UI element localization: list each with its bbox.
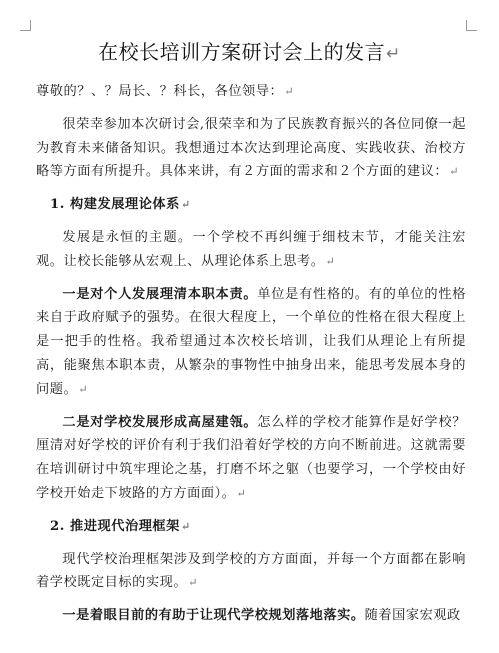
paragraph-text: 随着国家宏观政	[364, 608, 461, 624]
paragraph-mark-icon: ↵	[284, 85, 295, 98]
document-body[interactable]	[36, 80, 466, 637]
page-corner-mark-top-left	[20, 20, 31, 31]
section-heading-1[interactable]	[36, 193, 466, 217]
paragraph-text: 发展是永恒的主题。一个学校不再纠缠于细枝末节，才能关注宏观。让校长能够从宏观上、从理论体系上思考。	[36, 229, 466, 269]
paragraph-mark-icon: ↵	[236, 486, 247, 500]
paragraph-mark-icon: ↵	[188, 576, 199, 590]
paragraph-mark-icon: ↵	[449, 165, 460, 179]
salutation-text: 尊敬的？、？局长、？科长，各位领导：	[36, 84, 284, 99]
paragraph-mark-icon: ↵	[180, 197, 191, 212]
paragraph-lead-bold: 一是着眼目前的有助于让现代学校规划落地落实。	[62, 608, 365, 624]
paragraph-mark-icon: ↵	[78, 382, 89, 396]
intro-paragraph[interactable]	[36, 113, 466, 184]
paragraph-mark-icon: ↵	[180, 518, 191, 533]
body-paragraph[interactable]	[36, 283, 466, 402]
section-heading-text: 1. 构建发展理论体系	[50, 197, 180, 213]
section-heading-text: 2. 推进现代治理框架	[50, 518, 180, 534]
document-title[interactable]	[0, 36, 499, 65]
paragraph-lead-bold: 一是对个人发展理清本职本责。	[62, 286, 258, 302]
paragraph-mark-icon: ↵	[325, 254, 336, 268]
salutation-paragraph[interactable]	[36, 80, 466, 104]
body-paragraph[interactable]	[36, 226, 466, 274]
page-corner-mark-top-right	[466, 20, 477, 31]
paragraph-lead-bold: 二是对学校发展形成高屋建瓴。	[62, 414, 258, 430]
body-paragraph[interactable]	[36, 548, 466, 596]
body-paragraph[interactable]	[36, 411, 466, 506]
paragraph-text: 单位是有性格的。有的单位的性格来自于政府赋予的强势。在很大程度上，一个单位的性格在很大程度上是一把手的性格。我希望通过本次校长培训，让我们从理论上有所提高，能聚焦本职本责，从繁杂的事物性中抽身出来，能思考发展本身的问题。	[36, 286, 466, 397]
paragraph-text: 怎么样的学校才能算作是好学校？厘清对好学校的评价有利于我们沿着好学校的方向不断前进。这就需要在培训研讨中筑牢理论之基，打磨不坏之躯（也要学习，一个学校由好学校开始走下坡路的方方面面）。	[36, 414, 466, 501]
section-heading-2[interactable]	[36, 515, 466, 539]
body-paragraph[interactable]	[36, 604, 466, 628]
title-text: 在校长培训方案研讨会上的发言	[98, 40, 386, 64]
paragraph-mark-icon: ↵	[386, 44, 401, 64]
intro-text: 很荣幸参加本次研讨会,很荣幸和为了民族教育振兴的各位同僚一起为教育未来储备知识。我想通过本次达到理论高度、实践收获、治校方略等方面有所提升。具体来讲，有２方面的需求和２个方面的建议：	[36, 116, 466, 180]
paragraph-text: 现代学校治理框架涉及到学校的方方面面，并每一个方面都在影响着学校既定目标的实现。	[36, 551, 466, 591]
